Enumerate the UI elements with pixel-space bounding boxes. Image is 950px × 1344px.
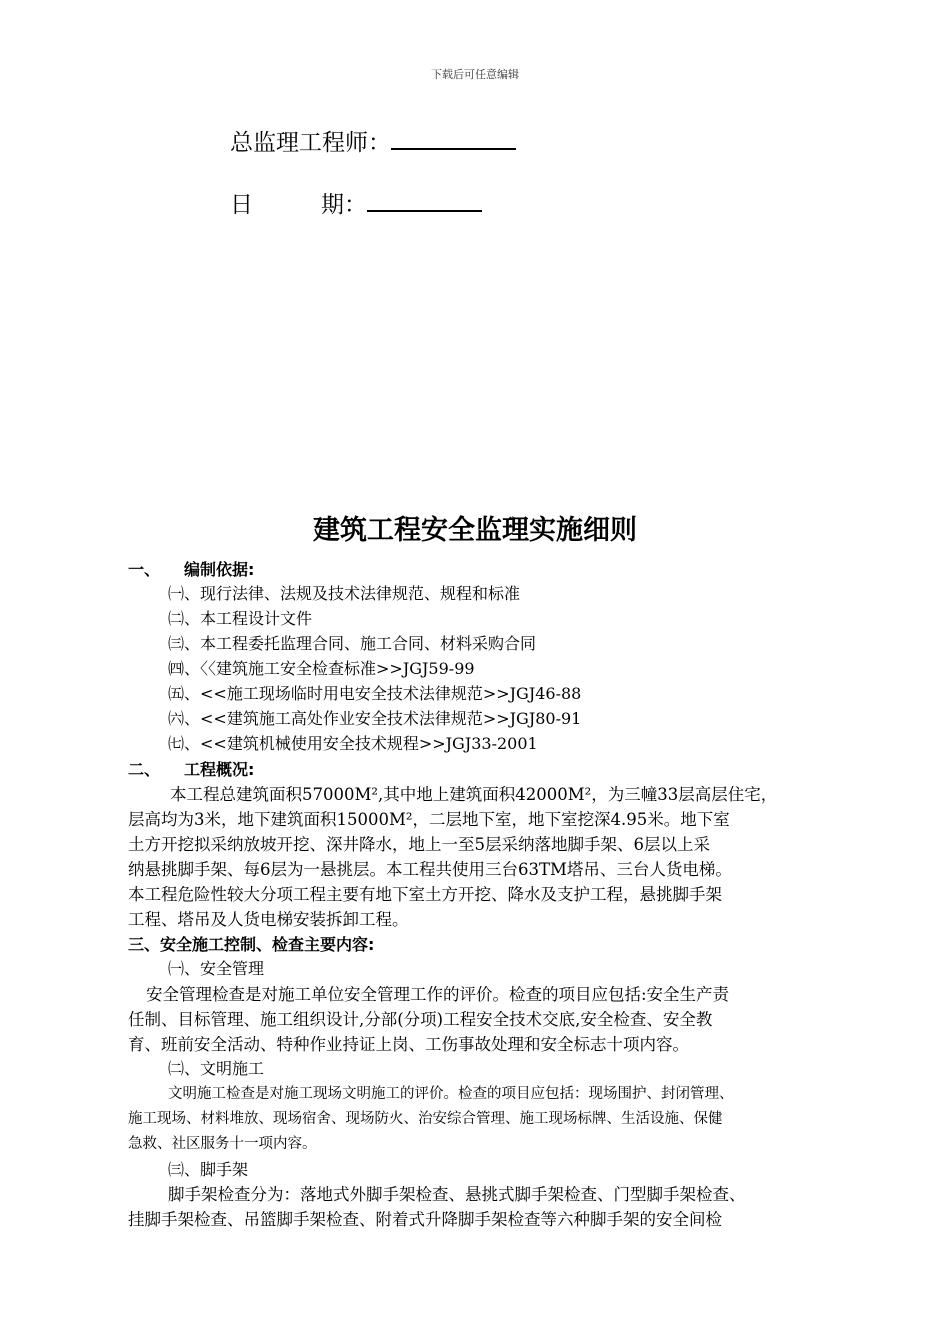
section2-number: 二、 <box>128 760 161 779</box>
chief-supervisor-label: 总监理工程师： <box>230 130 391 156</box>
overview-line: 纳悬挑脚手架、每6层为一悬挑层。本工程共使用三台63TM塔吊、三台人货电梯。 <box>128 860 732 879</box>
overview-line: 土方开挖拟采纳放坡开挖、深井降水，地上一至5层采纳落地脚手架、6层以上采 <box>128 835 710 854</box>
date-label-day: 日 <box>230 192 253 218</box>
subsection-title: ㈠、安全管理 <box>168 959 265 978</box>
overview-line: 本工程总建筑面积57000M²,其中地上建筑面积42000M²，为三幢33层高层住宅， <box>170 785 778 804</box>
civilized-construction-line: 文明施工检查是对施工现场文明施工的评价。检查的项目应包括：现场围护、封闭管理、 <box>168 1086 734 1102</box>
overview-line: 本工程危险性较大分项工程主要有地下室土方开挖、降水及支护工程，悬挑脚手架 <box>128 885 722 904</box>
document-title: 建筑工程安全监理实施细则 <box>313 515 637 546</box>
section2-heading <box>128 757 254 780</box>
chief-supervisor-blank <box>391 130 516 150</box>
section1-title: 编制依据: <box>184 560 255 579</box>
section1-item: ㈢、本工程委托监理合同、施工合同、材料采购合同 <box>168 634 537 653</box>
section1-item: ㈥、<<建筑施工高处作业安全技术法律规范>>JGJ80-91 <box>168 709 582 728</box>
section1-item: ㈦、<<建筑机械使用安全技术规程>>JGJ33-2001 <box>168 734 538 753</box>
safety-mgmt-line: 育、班前安全活动、特种作业持证上岗、工伤事故处理和安全标志十项内容。 <box>128 1035 689 1054</box>
section2-title: 工程概况: <box>184 760 255 779</box>
section1-item: ㈡、本工程设计文件 <box>168 609 313 628</box>
scaffold-line: 挂脚手架检查、吊篮脚手架检查、附着式升降脚手架检查等六种脚手架的安全间检 <box>128 1210 722 1229</box>
overview-line: 层高均为3米，地下建筑面积15000M²，二层地下室，地下室挖深4.95米。地下室 <box>128 810 730 829</box>
subsection-title: ㈢、脚手架 <box>168 1160 249 1179</box>
date-label-period: 期： <box>321 192 367 218</box>
safety-mgmt-line: 任制、目标管理、施工组织设计,分部(分项)工程安全技术交底,安全检查、安全教 <box>128 1010 713 1029</box>
chief-supervisor-line <box>230 124 516 157</box>
safety-mgmt-line: 安全管理检查是对施工单位安全管理工作的评价。检查的项目应包括:安全生产责 <box>146 985 730 1004</box>
section1-item: ㈠、现行法律、法规及技术法律规范、规程和标准 <box>168 584 521 603</box>
page-header: 下载后可任意编辑 <box>431 68 519 81</box>
section3-heading: 三、安全施工控制、检查主要内容: <box>128 935 375 954</box>
subsection-title: ㈡、文明施工 <box>168 1059 265 1078</box>
section1-number: 一、 <box>128 560 161 579</box>
civilized-construction-line: 施工现场、材料堆放、现场宿舍、现场防火、治安综合管理、施工现场标牌、生活设施、保健 <box>128 1111 723 1127</box>
section1-item: ㈤、<<施工现场临时用电安全技术法律规范>>JGJ46-88 <box>168 684 582 703</box>
overview-line: 工程、塔吊及人货电梯安装拆卸工程。 <box>128 910 409 929</box>
section1-item: ㈣、〈〈建筑施工安全检查标准>>JGJ59-99 <box>168 659 475 678</box>
section1-heading <box>128 557 254 580</box>
civilized-construction-line: 急救、社区服务十一项内容。 <box>128 1136 317 1152</box>
scaffold-line: 脚手架检查分为：落地式外脚手架检查、悬挑式脚手架检查、门型脚手架检查、 <box>168 1185 746 1204</box>
date-blank <box>367 192 482 212</box>
date-line <box>230 186 482 219</box>
